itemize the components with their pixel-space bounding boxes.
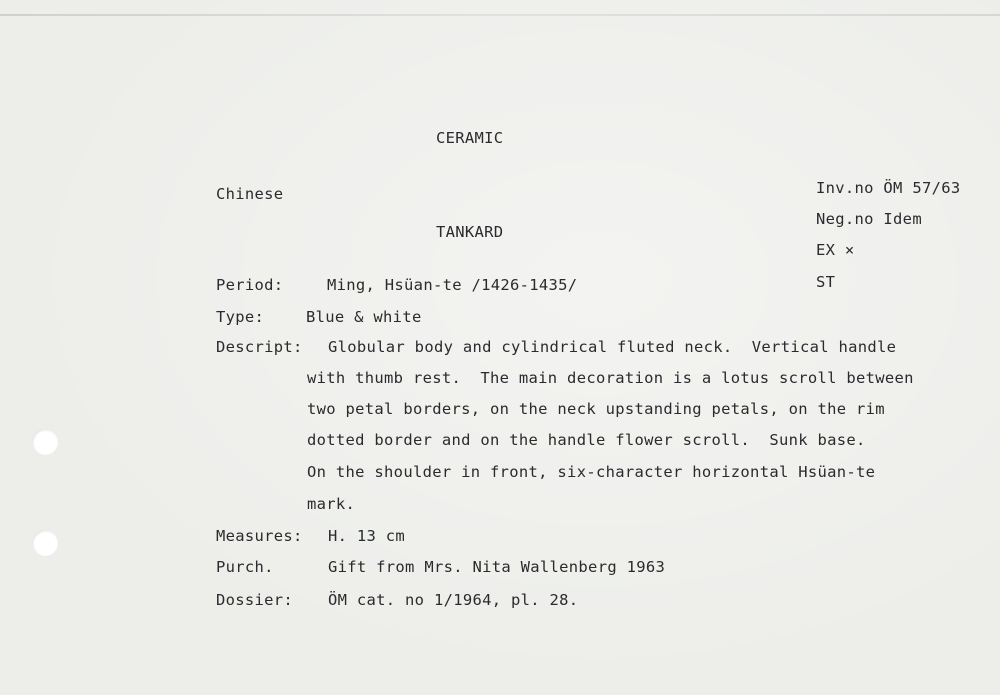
- category-heading: CERAMIC: [436, 129, 504, 147]
- description-line: On the shoulder in front, six-character horizontal Hsüan-te: [307, 463, 876, 481]
- description-label: Descript:: [216, 338, 303, 356]
- ex-mark: EX ×: [816, 241, 855, 259]
- punch-hole-upper: [32, 429, 58, 455]
- dossier-label: Dossier:: [216, 591, 294, 609]
- purchase-value: Gift from Mrs. Nita Wallenberg 1963: [328, 558, 666, 576]
- origin-label: Chinese: [216, 185, 284, 203]
- description-line: dotted border and on the handle flower scroll. Sunk base.: [307, 431, 866, 449]
- dossier-value: ÖM cat. no 1/1964, pl. 28.: [328, 591, 579, 609]
- punch-hole-lower: [32, 530, 58, 556]
- st-mark: ST: [816, 273, 836, 291]
- top-edge-line: [0, 14, 1000, 16]
- type-label: Type:: [216, 308, 265, 326]
- purchase-label: Purch.: [216, 558, 274, 576]
- measures-label: Measures:: [216, 527, 303, 545]
- description-line: two petal borders, on the neck upstanding petals, on the rim: [307, 400, 885, 418]
- description-line: mark.: [307, 495, 356, 513]
- period-value: Ming, Hsüan-te /1426-1435/: [327, 276, 578, 294]
- description-line: Globular body and cylindrical fluted neck. Vertical handle: [328, 338, 897, 356]
- period-label: Period:: [216, 276, 284, 294]
- object-heading: TANKARD: [436, 223, 504, 241]
- negative-number: Neg.no Idem: [816, 210, 922, 228]
- description-line: with thumb rest. The main decoration is a lotus scroll between: [307, 369, 914, 387]
- type-value: Blue & white: [306, 308, 422, 326]
- measures-value: H. 13 cm: [328, 527, 406, 545]
- inventory-number: Inv.no ÖM 57/63: [816, 179, 961, 197]
